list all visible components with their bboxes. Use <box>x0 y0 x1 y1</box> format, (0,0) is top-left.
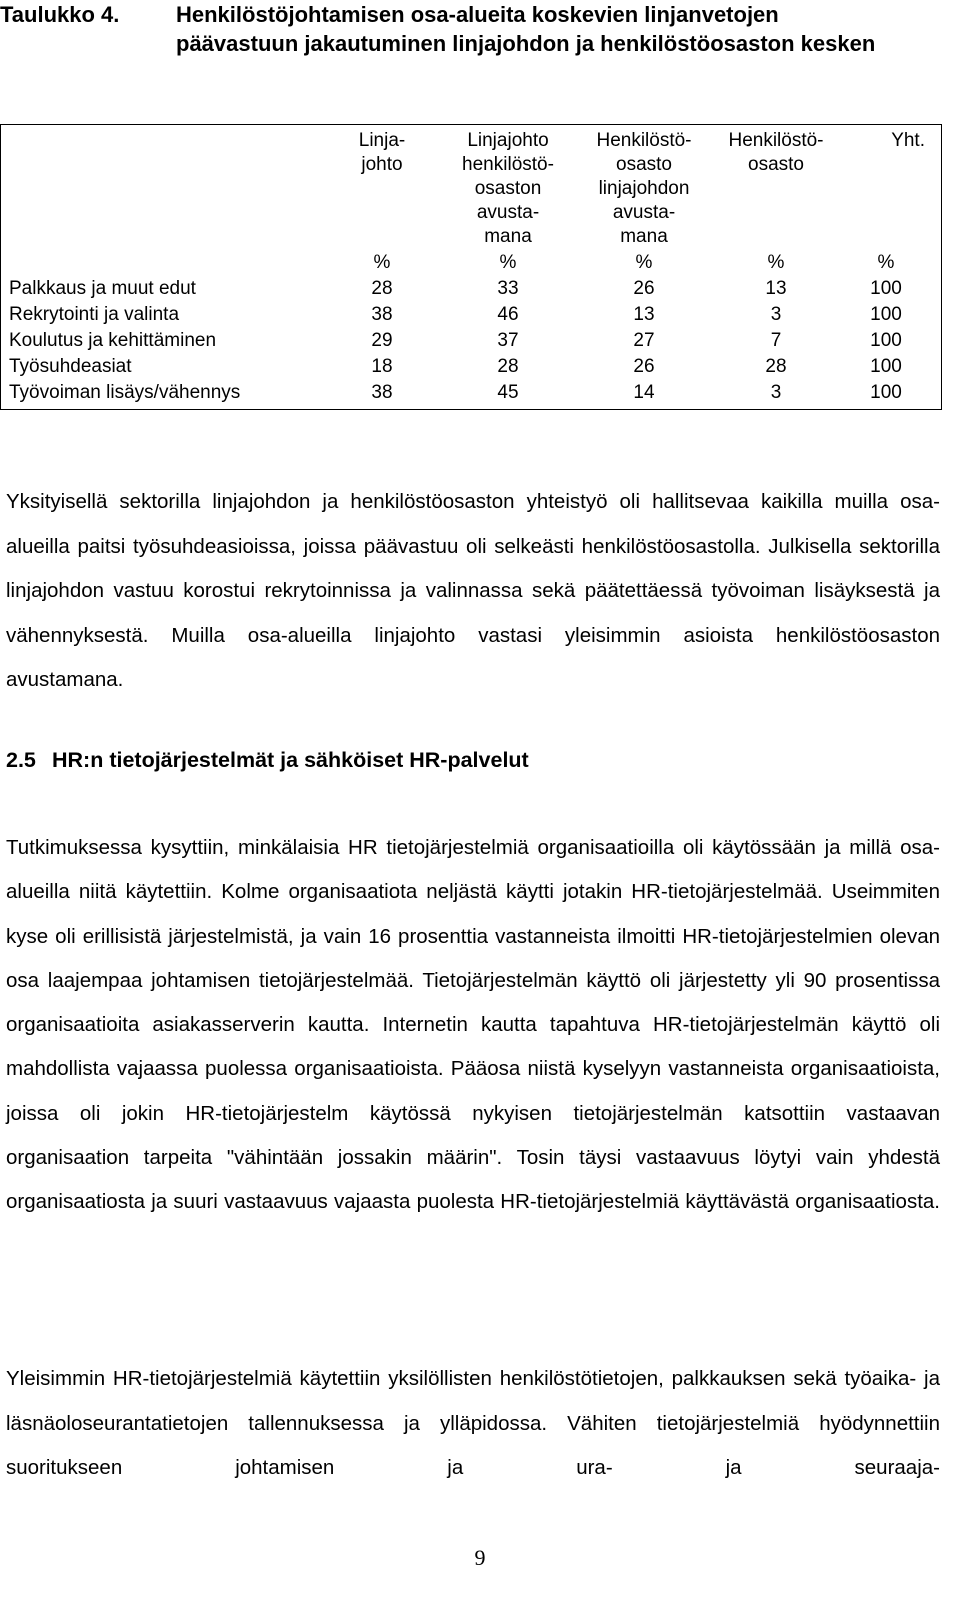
row-label: Palkkaus ja muut edut <box>9 278 196 299</box>
section-number: 2.5 <box>6 748 36 772</box>
col-header-hr-with-line: Henkilöstö- osasto linjajohdon avusta- mana <box>596 130 692 247</box>
table-cell: 28 <box>371 278 393 299</box>
table-cell: 46 <box>497 304 519 325</box>
table-cell: 26 <box>633 278 655 299</box>
table-cell: 38 <box>371 382 393 403</box>
table-cell: 27 <box>633 330 655 351</box>
table-cell: 3 <box>770 304 782 325</box>
paragraph-hr-usage: Yleisimmin HR-tietojärjestelmiä käytettiin yksilöllisten henkilöstötietojen, palkkauksen sekä työaika- ja läsnäoloseurantatietojen tallennuksessa ja ylläpidossa. Vähiten tietojärjestelmiä hyödynnettiin suoritukseen johtamisen ja ura- ja seuraaja- <box>6 1367 940 1479</box>
table-cell: 100 <box>870 278 902 299</box>
row-label: Työsuhdeasiat <box>9 356 132 377</box>
table-cell: 100 <box>870 304 902 325</box>
table-cell: 3 <box>770 382 782 403</box>
section-heading <box>6 748 529 773</box>
unit-cell: % <box>635 252 653 273</box>
row-label: Koulutus ja kehittäminen <box>9 330 217 351</box>
col-header-line-with-hr: Linjajohto henkilöstö- osaston avusta- mana <box>462 130 554 247</box>
unit-cell: % <box>877 252 895 273</box>
table-cell: 13 <box>765 278 787 299</box>
table-cell: 7 <box>770 330 782 351</box>
table-cell: 38 <box>371 304 393 325</box>
col-header-hr: Henkilöstö- osasto <box>728 130 824 175</box>
caption-label: Taulukko 4. <box>0 2 120 27</box>
table-cell: 18 <box>371 356 393 377</box>
col-header-total: Yht. <box>891 130 925 151</box>
table-cell: 28 <box>765 356 787 377</box>
row-label: Rekrytointi ja valinta <box>9 304 180 325</box>
table-cell: 33 <box>497 278 519 299</box>
row-label: Työvoiman lisäys/vähennys <box>9 382 241 403</box>
col-header-line: Linja- johto <box>358 130 406 175</box>
table-cell: 26 <box>633 356 655 377</box>
page-number: 9 <box>474 1545 486 1570</box>
caption-title: Henkilöstöjohtamisen osa-alueita koskevien linjanvetojen päävastuun jakautuminen linjajohdon ja henkilöstöosaston kesken <box>176 2 876 56</box>
responsibility-table <box>0 124 942 410</box>
table-cell: 28 <box>497 356 519 377</box>
unit-cell: % <box>767 252 785 273</box>
table-cell: 37 <box>497 330 519 351</box>
paragraph-sector-comparison: Yksityisellä sektorilla linjajohdon ja henkilöstöosaston yhteistyö oli hallitsevaa kaikilla muilla osa-alueilla paitsi työsuhdeasioissa, joissa päävastuu oli selkeästi henkilöstöosastolla. Julkisella sektorilla linjajohdon vastuu korostui rekrytoinnissa ja valinnassa sekä päätettäessä työvoiman lisäyksestä ja vähennyksestä. Muilla osa-alueilla linjajohto vastasi yleisimmin asioista henkilöstöosaston avustamana. <box>6 490 940 691</box>
table-cell: 100 <box>870 330 902 351</box>
unit-cell: % <box>499 252 517 273</box>
table-cell: 13 <box>633 304 655 325</box>
section-title: HR:n tietojärjestelmät ja sähköiset HR-palvelut <box>52 748 529 772</box>
table-cell: 100 <box>870 382 902 403</box>
table-cell: 14 <box>633 382 655 403</box>
table-cell: 100 <box>870 356 902 377</box>
table-cell: 29 <box>371 330 393 351</box>
unit-cell: % <box>373 252 391 273</box>
table-cell: 45 <box>497 382 519 403</box>
paragraph-hr-systems: Tutkimuksessa kysyttiin, minkälaisia HR tietojärjestelmiä organisaatioilla oli käytössään ja millä osa-alueilla niitä käytettiin. Kolme organisaatiota neljästä käytti jotakin HR-tietojärjestelmää. Useimmiten kyse oli erillisistä järjestelmistä, ja vain 16 prosenttia vastanneista ilmoitti HR-tietojärjestelmien olevan osa laajempaa johtamisen tietojärjestelmää. Tietojärjestelmän käyttö oli järjestetty yli 90 prosentissa organisaatioita asiakasserverin kautta. Internetin kautta tapahtuva HR-tietojärjestelmän käyttö oli mahdollista vajaassa puolessa organisaatioista. Pääosa niistä kyselyyn vastanneista organisaatioista, joissa oli jokin HR-tietojärjestelm käytössä nykyisen tietojärjestelmän katsottiin vastaavan organisaation tarpeita "vähintään jossakin määrin". Tosin täysi vastaavuus löytyi vain yhdestä organisaatiosta ja suuri vastaavuus vajaasta puolesta HR-tietojärjestelmiä käyttävästä organisaatiosta. <box>6 836 940 1214</box>
